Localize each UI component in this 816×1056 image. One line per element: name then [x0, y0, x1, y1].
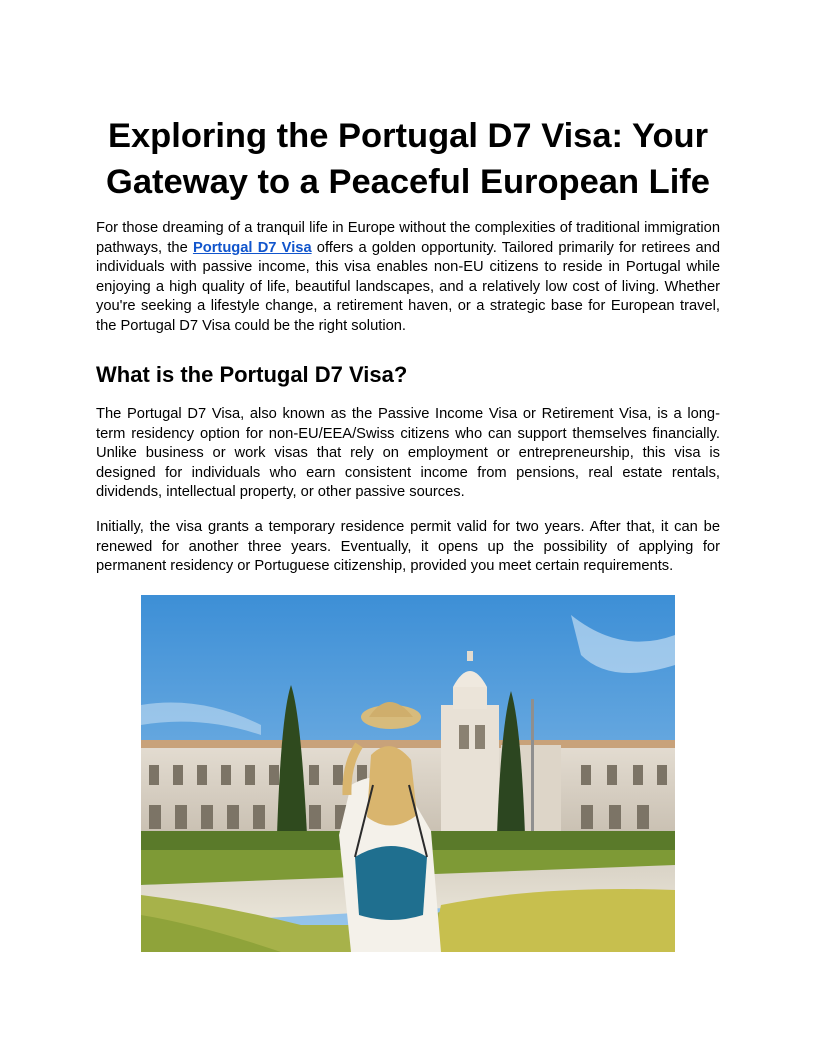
article-title: Exploring the Portugal D7 Visa: Your Gateway to a Peaceful European Life — [106, 117, 710, 201]
hero-photo-woman-at-monastery — [141, 595, 675, 952]
intro-paragraph — [96, 219, 720, 337]
portugal-d7-visa-link[interactable]: Portugal D7 Visa — [192, 239, 312, 256]
intro-text-after-link: offers a golden opportunity. Tailored primarily for retirees and individuals with passive income, this visa enables non-EU citizens to reside in Portugal while enjoying a high quality of life, beautiful landscapes, and a relatively low cost of living. Whether you're seeking a lifestyle change, a retirement haven, or a strategic base for European travel, the Portugal D7 Visa could be the right solution. — [96, 239, 720, 334]
intro-text-before-link: For those dreaming of a tranquil life in Europe without the complexities of traditional immigration pathways, the — [96, 220, 720, 256]
body-paragraph-2: Initially, the visa grants a temporary residence permit valid for two years. After that, it can be renewed for another three years. Eventually, it opens up the possibility of applying for permanent residency or Portuguese citizenship, provided you meet certain requirements. — [96, 519, 720, 575]
section-heading: What is the Portugal D7 Visa? — [96, 362, 408, 387]
body-paragraph-1: The Portugal D7 Visa, also known as the Passive Income Visa or Retirement Visa, is a long-term residency option for non-EU/EEA/Swiss citizens who can support themselves financially. Unlike business or work visas that rely on employment or entrepreneurship, this visa is designed for individuals who earn consistent income from pensions, real estate rentals, dividends, intellectual property, or other passive sources. — [96, 406, 720, 501]
